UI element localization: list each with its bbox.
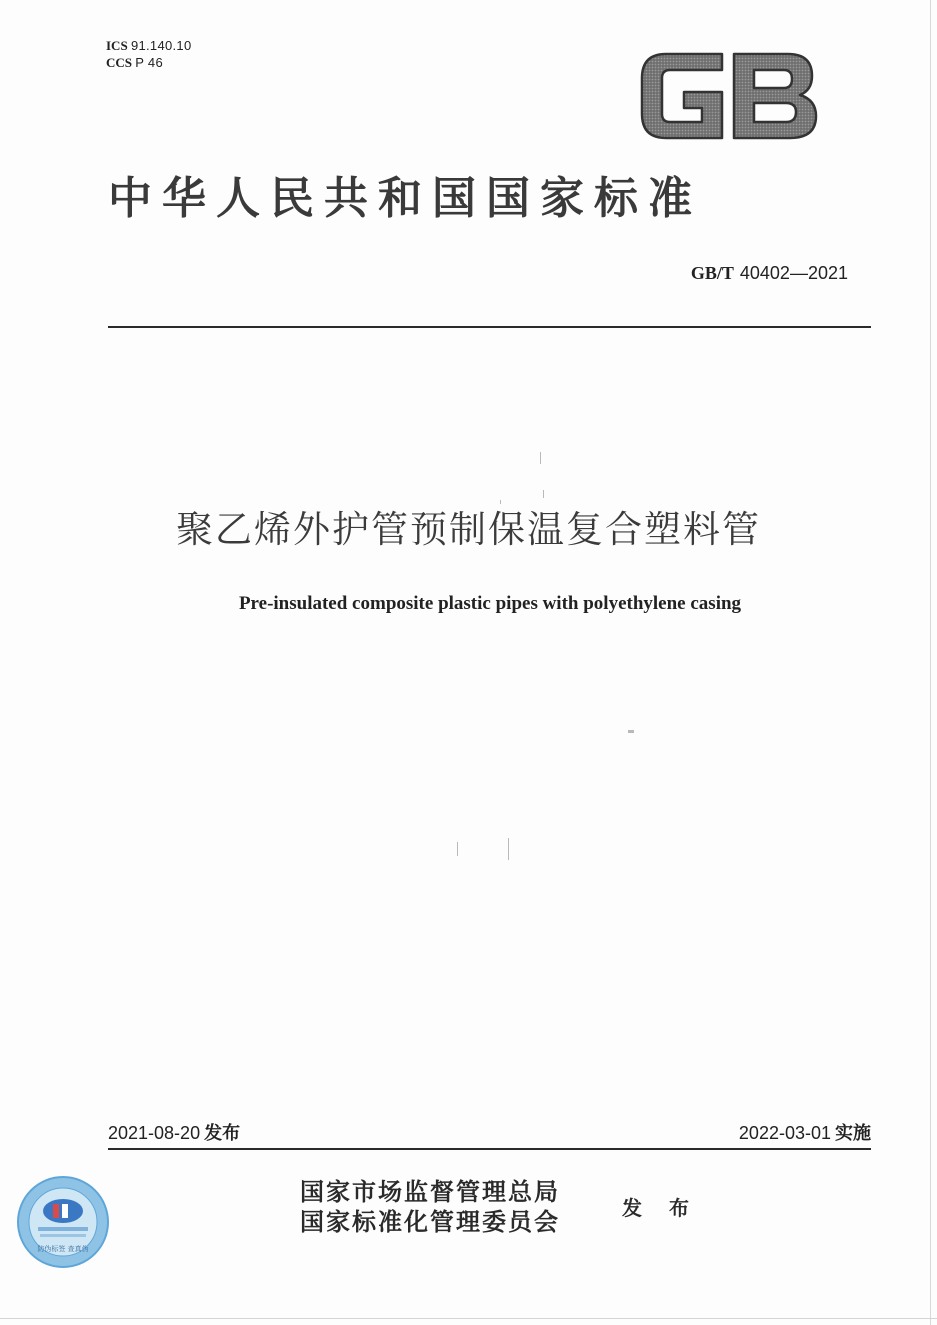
page-edge-right: [930, 0, 931, 1325]
standard-prefix: GB/T: [690, 263, 734, 283]
issuer-samr: 国家市场监督管理总局: [300, 1177, 560, 1206]
ccs-code: CCS P 46: [106, 55, 163, 70]
national-standard-title: 中华人民共和国国家标准: [108, 173, 702, 224]
gb-logo-icon: [636, 48, 821, 144]
implementation-date: 2022-03-01 实施: [738, 1123, 871, 1144]
svg-text:防伪标签 查真伪: 防伪标签 查真伪: [37, 1245, 89, 1253]
header-divider: [108, 326, 871, 328]
standard-number: [600, 260, 848, 287]
page-edge-bottom: [0, 1318, 937, 1319]
issue-action: 发 布: [622, 1196, 699, 1220]
standard-code: 40402—2021: [739, 263, 848, 283]
document-title-cn: 聚乙烯外护管预制保温复合塑料管: [176, 508, 761, 551]
document-title-en: Pre-insulated composite plastic pipes with polyethylene casing: [238, 593, 742, 614]
issuer-sac: 国家标准化管理委员会: [300, 1207, 560, 1236]
footer-divider: [108, 1148, 871, 1150]
ics-code: ICS 91.140.10: [106, 38, 192, 53]
classification-codes: [106, 37, 191, 71]
anti-counterfeit-seal-icon: [16, 1175, 110, 1269]
issue-date: 2021-08-20 发布: [108, 1123, 241, 1144]
issuing-authorities: [300, 1177, 560, 1237]
